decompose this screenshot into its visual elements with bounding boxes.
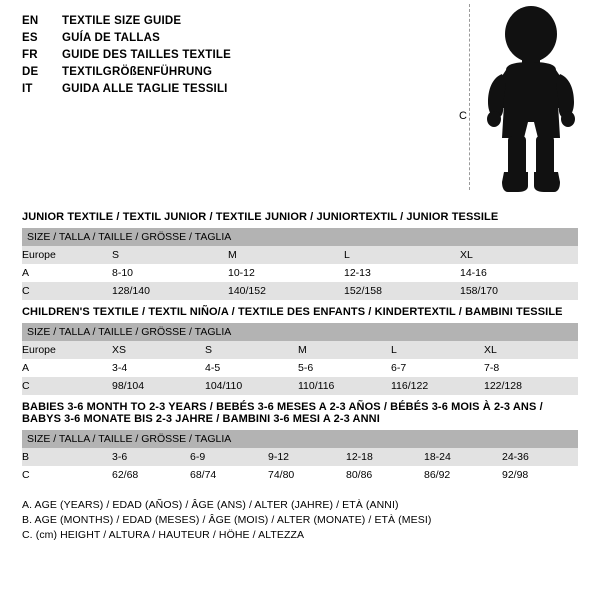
cell: 92/98 <box>502 466 578 484</box>
cell: 8-10 <box>112 264 228 282</box>
table-row <box>22 246 578 264</box>
cell: 140/152 <box>228 282 344 300</box>
language-title: GUIDE DES TAILLES TEXTILE <box>62 49 231 61</box>
cell: XS <box>112 341 205 359</box>
table-row <box>22 264 578 282</box>
language-code: DE <box>22 66 39 78</box>
cell: 6-7 <box>391 359 484 377</box>
cell: M <box>228 246 344 264</box>
cell: 86/92 <box>424 466 502 484</box>
cell: 116/122 <box>391 377 484 395</box>
cell: 122/128 <box>484 377 578 395</box>
measurement-figure <box>452 4 592 200</box>
language-title: GUÍA DE TALLAS <box>62 32 160 44</box>
section-title: CHILDREN'S TEXTILE / TEXTIL NIÑO/A / TEXTILE DES ENFANTS / KINDERTEXTIL / BAMBINI TESSILE <box>22 306 563 318</box>
row-label: C <box>22 466 112 484</box>
language-title: TEXTILGRÖßENFÜHRUNG <box>62 66 213 78</box>
legend-line-b: B. AGE (MONTHS) / EDAD (MESES) / ÂGE (MOIS) / ALTER (MONATE) / ETÀ (MESI) <box>22 514 432 526</box>
cell: 158/170 <box>460 282 578 300</box>
table-row <box>22 466 578 484</box>
cell: 12-18 <box>346 448 424 466</box>
row-label: Europe <box>22 246 112 264</box>
cell: 62/68 <box>112 466 190 484</box>
cell: 68/74 <box>190 466 268 484</box>
table-row <box>22 359 578 377</box>
row-label: A <box>22 359 112 377</box>
cell: XL <box>460 246 578 264</box>
language-code: FR <box>22 49 38 61</box>
table-header-row <box>22 228 578 246</box>
cell: 3-6 <box>112 448 190 466</box>
cell: M <box>298 341 391 359</box>
table-row <box>22 448 578 466</box>
table-row <box>22 282 578 300</box>
cell: 6-9 <box>190 448 268 466</box>
cell: 80/86 <box>346 466 424 484</box>
section-junior-textile <box>22 205 578 300</box>
table-header-row <box>22 430 578 448</box>
language-row <box>22 65 402 80</box>
size-table-children <box>22 323 578 395</box>
cell: 152/158 <box>344 282 460 300</box>
cell: 14-16 <box>460 264 578 282</box>
cell: 98/104 <box>112 377 205 395</box>
language-row <box>22 31 402 46</box>
section-title: BABIES 3-6 MONTH TO 2-3 YEARS / BEBÉS 3-6 MESES A 2-3 AÑOS / BÉBÉS 3-6 MOIS À 2-3 ANS / BABYS 3-6 MONATE BIS 2-3 JAHRE / BAMBINI 3-6 MESI A 2-3 ANNI <box>22 401 543 425</box>
table-header-label: SIZE / TALLA / TAILLE / GRÖSSE / TAGLIA <box>22 228 578 246</box>
toddler-silhouette-icon <box>476 4 586 194</box>
cell: 74/80 <box>268 466 346 484</box>
height-measure-label: C <box>459 110 467 122</box>
cell: 5-6 <box>298 359 391 377</box>
language-row <box>22 82 402 97</box>
cell: 12-13 <box>344 264 460 282</box>
row-label: A <box>22 264 112 282</box>
cell: 3-4 <box>112 359 205 377</box>
cell: S <box>112 246 228 264</box>
cell: XL <box>484 341 578 359</box>
cell: 24-36 <box>502 448 578 466</box>
cell: 10-12 <box>228 264 344 282</box>
section-childrens-textile <box>22 300 578 395</box>
language-code: EN <box>22 15 39 27</box>
cell: L <box>344 246 460 264</box>
cell: 104/110 <box>205 377 298 395</box>
language-code: IT <box>22 83 33 95</box>
cell: 4-5 <box>205 359 298 377</box>
row-label: Europe <box>22 341 112 359</box>
row-label: B <box>22 448 112 466</box>
language-row <box>22 14 402 29</box>
language-title: GUIDA ALLE TAGLIE TESSILI <box>62 83 228 95</box>
size-table-junior <box>22 228 578 300</box>
cell: 110/116 <box>298 377 391 395</box>
section-title: JUNIOR TEXTILE / TEXTIL JUNIOR / TEXTILE JUNIOR / JUNIORTEXTIL / JUNIOR TESSILE <box>22 211 499 223</box>
cell: 18-24 <box>424 448 502 466</box>
table-header-row <box>22 323 578 341</box>
cell: S <box>205 341 298 359</box>
language-title-list <box>22 14 402 99</box>
legend-line-c: C. (cm) HEIGHT / ALTURA / HAUTEUR / HÖHE / ALTEZZA <box>22 529 305 541</box>
language-row <box>22 48 402 63</box>
table-row <box>22 341 578 359</box>
table-row <box>22 377 578 395</box>
cell: L <box>391 341 484 359</box>
cell: 128/140 <box>112 282 228 300</box>
header <box>0 0 600 205</box>
table-header-label: SIZE / TALLA / TAILLE / GRÖSSE / TAGLIA <box>22 430 578 448</box>
legend-line-a: A. AGE (YEARS) / EDAD (AÑOS) / ÂGE (ANS) / ALTER (JAHRE) / ETÀ (ANNI) <box>22 499 399 511</box>
row-label: C <box>22 282 112 300</box>
language-code: ES <box>22 32 38 44</box>
height-guide-line <box>469 4 470 190</box>
table-header-label: SIZE / TALLA / TAILLE / GRÖSSE / TAGLIA <box>22 323 578 341</box>
size-table-babies <box>22 430 578 484</box>
cell: 7-8 <box>484 359 578 377</box>
section-babies-textile <box>22 395 578 484</box>
language-title: TEXTILE SIZE GUIDE <box>62 15 182 27</box>
legend <box>22 498 578 543</box>
row-label: C <box>22 377 112 395</box>
cell: 9-12 <box>268 448 346 466</box>
